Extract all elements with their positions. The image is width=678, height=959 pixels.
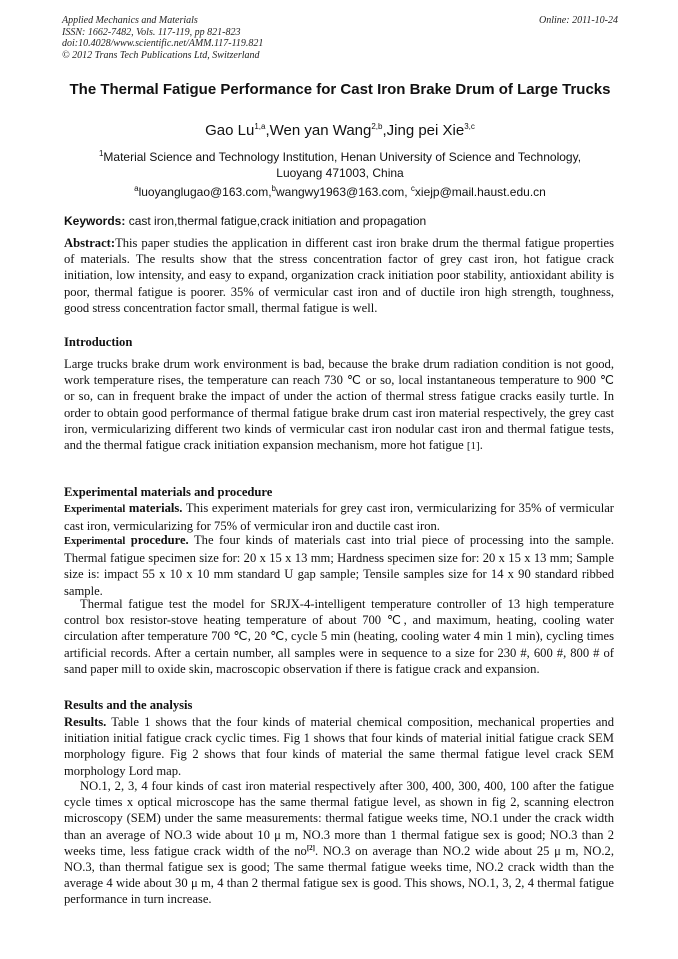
keywords-label: Keywords: xyxy=(64,214,126,228)
email-sup: b xyxy=(271,184,276,193)
journal-name: Applied Mechanics and Materials xyxy=(62,15,198,26)
author-name: Jing pei Xie xyxy=(386,122,465,139)
thermal-fatigue-test-paragraph: Thermal fatigue test the model for SRJX-4-intelligent temperature controller of 13 high temperature control box resistor-stove heating temperature of about 700 ℃, and maximum, heating, cooling water circulation after temperature 700 ℃, 20 ℃, cycle 5 min (heating, cooling water 4 min 1 min), cycling times artificial records. After a certain number, all samples were in sequence to a size for 230 #, 600 #, 800 # of sand paper mill to oxide skin, macroscopic observation if there is fatigue crack and expansion. xyxy=(64,597,614,676)
author-name: Gao Lu xyxy=(205,122,255,139)
results-paragraph-2 xyxy=(64,778,614,908)
paragraph-text: Table 1 shows that the four kinds of material chemical composition, mechanical properties and initiation initial fatigue crack cyclic times. Fig 1 shows that four kinds of material initial fatigue crack SEM morphology figure. Fig 2 shows that four kinds of material the same thermal fatigue level crack SEM morphology Lord map. xyxy=(64,715,614,778)
email-link[interactable]: xiejp@mail.haust.edu.cn xyxy=(414,185,546,199)
paper-title: The Thermal Fatigue Performance for Cast Iron Brake Drum of Large Trucks xyxy=(69,81,611,98)
abstract-text: This paper studies the application in different cast iron brake drum the thermal fatigue properties of materials. The results show that the stress concentration factor of grey cast iron, hot fatigue crack initiation, low intensity, and easy to expand, organization crack initiation poor stability, antioxidant ability is poor, thermal fatigue is poorer. 35% of vermicular cast iron and of ductile iron high strength, toughness, good stress concentration factor small, thermal fatigue is well. xyxy=(64,236,614,315)
affiliation-sup: 1 xyxy=(98,149,104,158)
copyright-line: © 2012 Trans Tech Publications Ltd, Switzerland xyxy=(62,49,260,61)
introduction-paragraph xyxy=(64,356,614,454)
email-sup: c xyxy=(410,184,415,193)
reference-link[interactable]: [1] xyxy=(466,440,480,453)
introduction-text: Large trucks brake drum work environment is bad, because the brake drum radiation condition is not good, work temperature rises, the temperature can reach 730 ℃ or so, local instantaneous temperature to 900 ℃ or so, can in frequent brake the impact of under the action of thermal stress fatigue cracks easily turtle. In order to obtain good performance of thermal fatigue brake drum cast iron material respectively, the grey cast iron, vermicularizing different two kinds of vermicular cast iron nodular cast iron and thermal fatigue tests, and the thermal fatigue crack initiation expansion mechanism, more hot fatigue xyxy=(64,357,614,453)
paragraph-label: materials. xyxy=(125,501,183,515)
email-link[interactable]: luoyanglugao@163.com, xyxy=(138,185,272,199)
paragraph-label-small: Experimental xyxy=(64,536,126,547)
author-affil-sup: 3,c xyxy=(464,122,475,131)
email-sup: a xyxy=(134,184,139,193)
experimental-procedure-paragraph xyxy=(64,532,614,599)
experimental-materials-paragraph xyxy=(64,500,614,534)
paragraph-text: This experiment materials for grey cast iron, vermicularizing for 35% of vermicular cast iron, vermicularizing for 75% of vermicular iron and ductile cast iron. xyxy=(64,501,614,534)
email-list xyxy=(62,184,618,200)
results-paragraph-1 xyxy=(64,714,614,779)
doi-line: doi:10.4028/www.scientific.net/AMM.117-119.821 xyxy=(62,38,264,49)
affiliation xyxy=(78,149,602,181)
author-affil-sup: 1,a xyxy=(254,122,266,131)
introduction-end: . xyxy=(479,438,483,453)
reference-link[interactable]: [2] xyxy=(306,843,315,852)
paragraph-label-small: Experimental xyxy=(64,504,126,515)
abstract-label: Abstract: xyxy=(64,236,116,250)
paragraph-label: Results. xyxy=(64,715,107,729)
affiliation-line-1: Material Science and Technology Institution, Henan University of Science and Technology, xyxy=(103,150,582,164)
author-affil-sup: 2,b xyxy=(371,122,383,131)
paragraph-text: NO.1, 2, 3, 4 four kinds of cast iron material respectively after 300, 400, 300, 400, 100 after the fatigue cycle times x optical microscope has the same thermal fatigue level, as shown in fig 2, scanning electron microscopy (SEM) under the same measurements: thermal fatigue weeks time, NO.1 under the crack width than an average of NO.3 wide about 10 μ m, NO.3 more than 1 thermal fatigue sex is good; NO.3 than 2 weeks time, less fatigue crack width of the no xyxy=(64,779,614,858)
author-name: Wen yan Wang xyxy=(269,122,372,139)
section-heading-introduction: Introduction xyxy=(64,335,133,349)
affiliation-line-2: Luoyang 471003, China xyxy=(276,166,404,180)
paragraph-label: procedure. xyxy=(125,533,189,547)
abstract xyxy=(64,235,614,316)
journal-header xyxy=(62,15,618,61)
author-list: Gao Lu$^{1,a}$,Wen yan Wang$^{2,b}$,Jing pei Xie$^{3,c}$ xyxy=(205,122,475,139)
section-heading-experimental: Experimental materials and procedure xyxy=(64,485,273,499)
issn-line: ISSN: 1662-7482, Vols. 117-119, pp 821-823 xyxy=(62,26,241,38)
paragraph-text: The four kinds of materials cast into trial piece of processing into the sample. Thermal fatigue specimen size for: 20 x 15 x 13 mm; Hardness specimen size for: 20 x 15 x 13 mm; Sample size is: impact 55 x 10 x 10 mm standard U gap sample; Tensile samples size for 14 x 90 standard ribbed sample. xyxy=(64,533,615,598)
online-date: Online: 2011-10-24 xyxy=(539,15,618,26)
paragraph-text: . NO.3 on average than NO.2 wide about 25 μ m, NO.2, NO.3, than thermal fatigue sex is good; The same thermal fatigue weeks time, NO.2 crack width than the average 4 wide about 30 μ m, 4 than 2 thermal fatigue sex is good. This shows, NO.1, 3, 2, 4 thermal fatigue performance in turn increase. xyxy=(64,843,614,907)
email-link[interactable]: wangwy1963@163.com, xyxy=(275,185,411,199)
keywords-text: cast iron,thermal fatigue,crack initiation and propagation xyxy=(125,214,427,228)
section-heading-results: Results and the analysis xyxy=(64,698,193,712)
keywords xyxy=(64,213,620,229)
